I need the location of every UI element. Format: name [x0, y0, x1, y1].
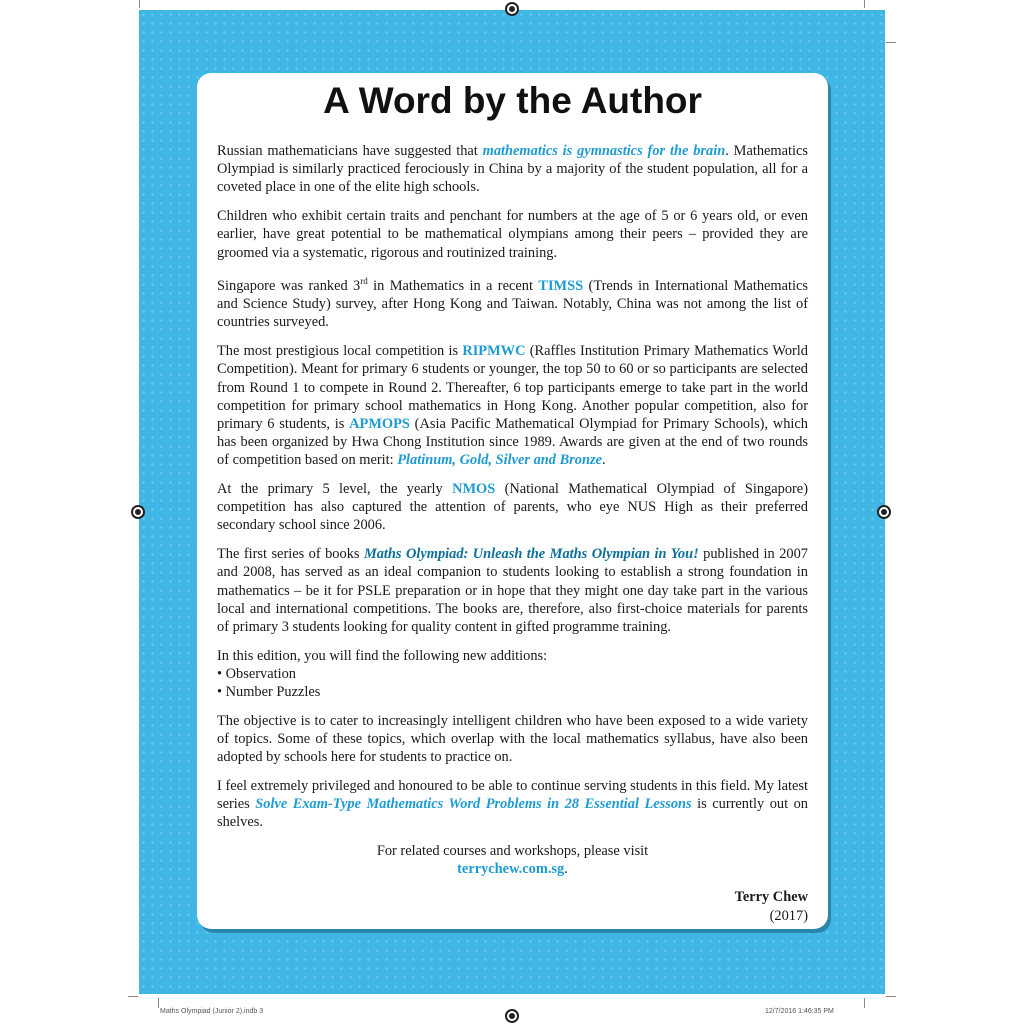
paragraph-9	[217, 777, 808, 832]
visit-link-line	[217, 860, 808, 878]
text-run: published in 2007 and 2008, has served as an ideal companion to students looking to establish a strong foundation in mathematics – be it for PSLE preparation or in hope that they might one day take part in the various local and international competitions. The books are, therefore, also first-choice materials for parents of primary 3 students looking for quality content in gifted programme training.	[217, 546, 808, 635]
highlight-quote: mathematics is gymnastics for the brain	[482, 143, 726, 159]
registration-mark-icon	[877, 505, 891, 519]
website-link[interactable]: terrychew.com.sg	[457, 861, 565, 878]
signature-block	[217, 888, 808, 924]
visit-text: For related courses and workshops, please visit	[376, 843, 649, 859]
acronym-apmops: APMOPS	[349, 415, 410, 432]
text-run: At the primary 5 level, the yearly	[217, 481, 453, 498]
paragraph-1	[217, 142, 808, 197]
crop-mark	[158, 998, 159, 1008]
acronym-timss: TIMSS	[538, 278, 584, 295]
paragraph-8: The objective is to cater to increasingly intelligent children who have been exposed to a wide variety of topics. Some of these topics, which overlap with the local mathematics syllabus, have also been adopted by schools here for students to practice on.	[217, 712, 808, 766]
paragraph-5	[217, 480, 808, 535]
paragraph-6	[217, 545, 808, 636]
text-run: Singapore was ranked 3	[217, 278, 361, 295]
crop-mark	[886, 42, 896, 43]
signature-year: (2017)	[769, 907, 808, 924]
latest-series-title: Solve Exam-Type Mathematics Word Problems in 28 Essential Lessons	[255, 796, 692, 813]
text-run: . Mathematics Olympiad is similarly practiced ferociously in China by a majority of the student population, all for a coveted place in one of the elite high schools.	[217, 143, 808, 196]
text-run: (Asia Pacific Mathematical Olympiad for Primary Schools), which has been organized by Hwa Chong Institution since 1989. Awards are given at the end of two rounds of competition based on merit:	[217, 415, 808, 469]
crop-mark	[864, 998, 865, 1008]
text-run: I feel extremely privileged and honoured to be able to continue serving students in this field. My latest series	[217, 777, 808, 813]
visit-block	[217, 842, 808, 878]
text-run: (National Mathematical Olympiad of Singapore) competition has also captured the attention of parents, who eye NUS High as their preferred secondary school since 2006.	[217, 481, 808, 534]
text-run: in Mathematics in a recent	[367, 278, 539, 295]
slug-filename: Maths Olympiad (Junior 2).indb 3	[160, 1008, 264, 1015]
registration-mark-icon	[505, 1009, 519, 1023]
text-run: The first series of books	[217, 546, 364, 563]
crop-mark	[886, 996, 896, 997]
additions-intro: In this edition, you will find the following new additions:	[217, 647, 548, 664]
crop-mark	[128, 996, 138, 997]
author-name: Terry Chew	[734, 889, 808, 906]
book-title: Maths Olympiad: Unleash the Maths Olympian in You!	[363, 546, 699, 563]
page-title: A Word by the Author	[323, 80, 702, 121]
registration-mark-icon	[131, 505, 145, 519]
paragraph-4	[217, 342, 808, 469]
text-run: (Trends in International Mathematics and Science Study) survey, after Hong Kong and Taiwan. Notably, China was not among the list of countries surveyed.	[217, 278, 808, 331]
superscript: rd	[360, 276, 368, 287]
text-run: .	[601, 452, 606, 469]
article-body	[217, 142, 808, 925]
paragraph-2: Children who exhibit certain traits and penchant for numbers at the age of 5 or 6 years old, or even earlier, have great potential to be mathematical olympians among their peers – provided they are groomed via a systematic, rigorous and routinized training.	[217, 208, 808, 261]
text-run: The most prestigious local competition is	[217, 343, 463, 360]
paragraph-3	[217, 272, 808, 331]
acronym-nmos: NMOS	[452, 481, 496, 498]
list-item: • Observation	[217, 665, 296, 682]
list-item: • Number Puzzles	[217, 684, 321, 701]
registration-mark-icon	[505, 2, 519, 16]
slug-timestamp: 12/7/2016 1:46:35 PM	[765, 1008, 834, 1015]
text-run: Russian mathematicians have suggested that	[217, 143, 483, 159]
crop-mark	[864, 0, 865, 8]
acronym-ripmwc: RIPMWC	[462, 343, 526, 360]
crop-mark	[139, 0, 140, 8]
text-run: is currently out on shelves.	[217, 796, 808, 831]
text-run: (Raffles Institution Primary Mathematics World Competition). Meant for primary 6 students or younger, the top 50 to 60 or so participants are selected from Round 1 to compete in Round 2. Thereafter, 6 top participants emerge to take part in the world competition for primary school mathematics in Hong Kong. Another popular competition, also for primary 6 students, is	[217, 343, 808, 432]
text-run: .	[564, 861, 568, 878]
awards-list: Platinum, Gold, Silver and Bronze	[397, 452, 602, 469]
additions-block	[217, 647, 808, 702]
